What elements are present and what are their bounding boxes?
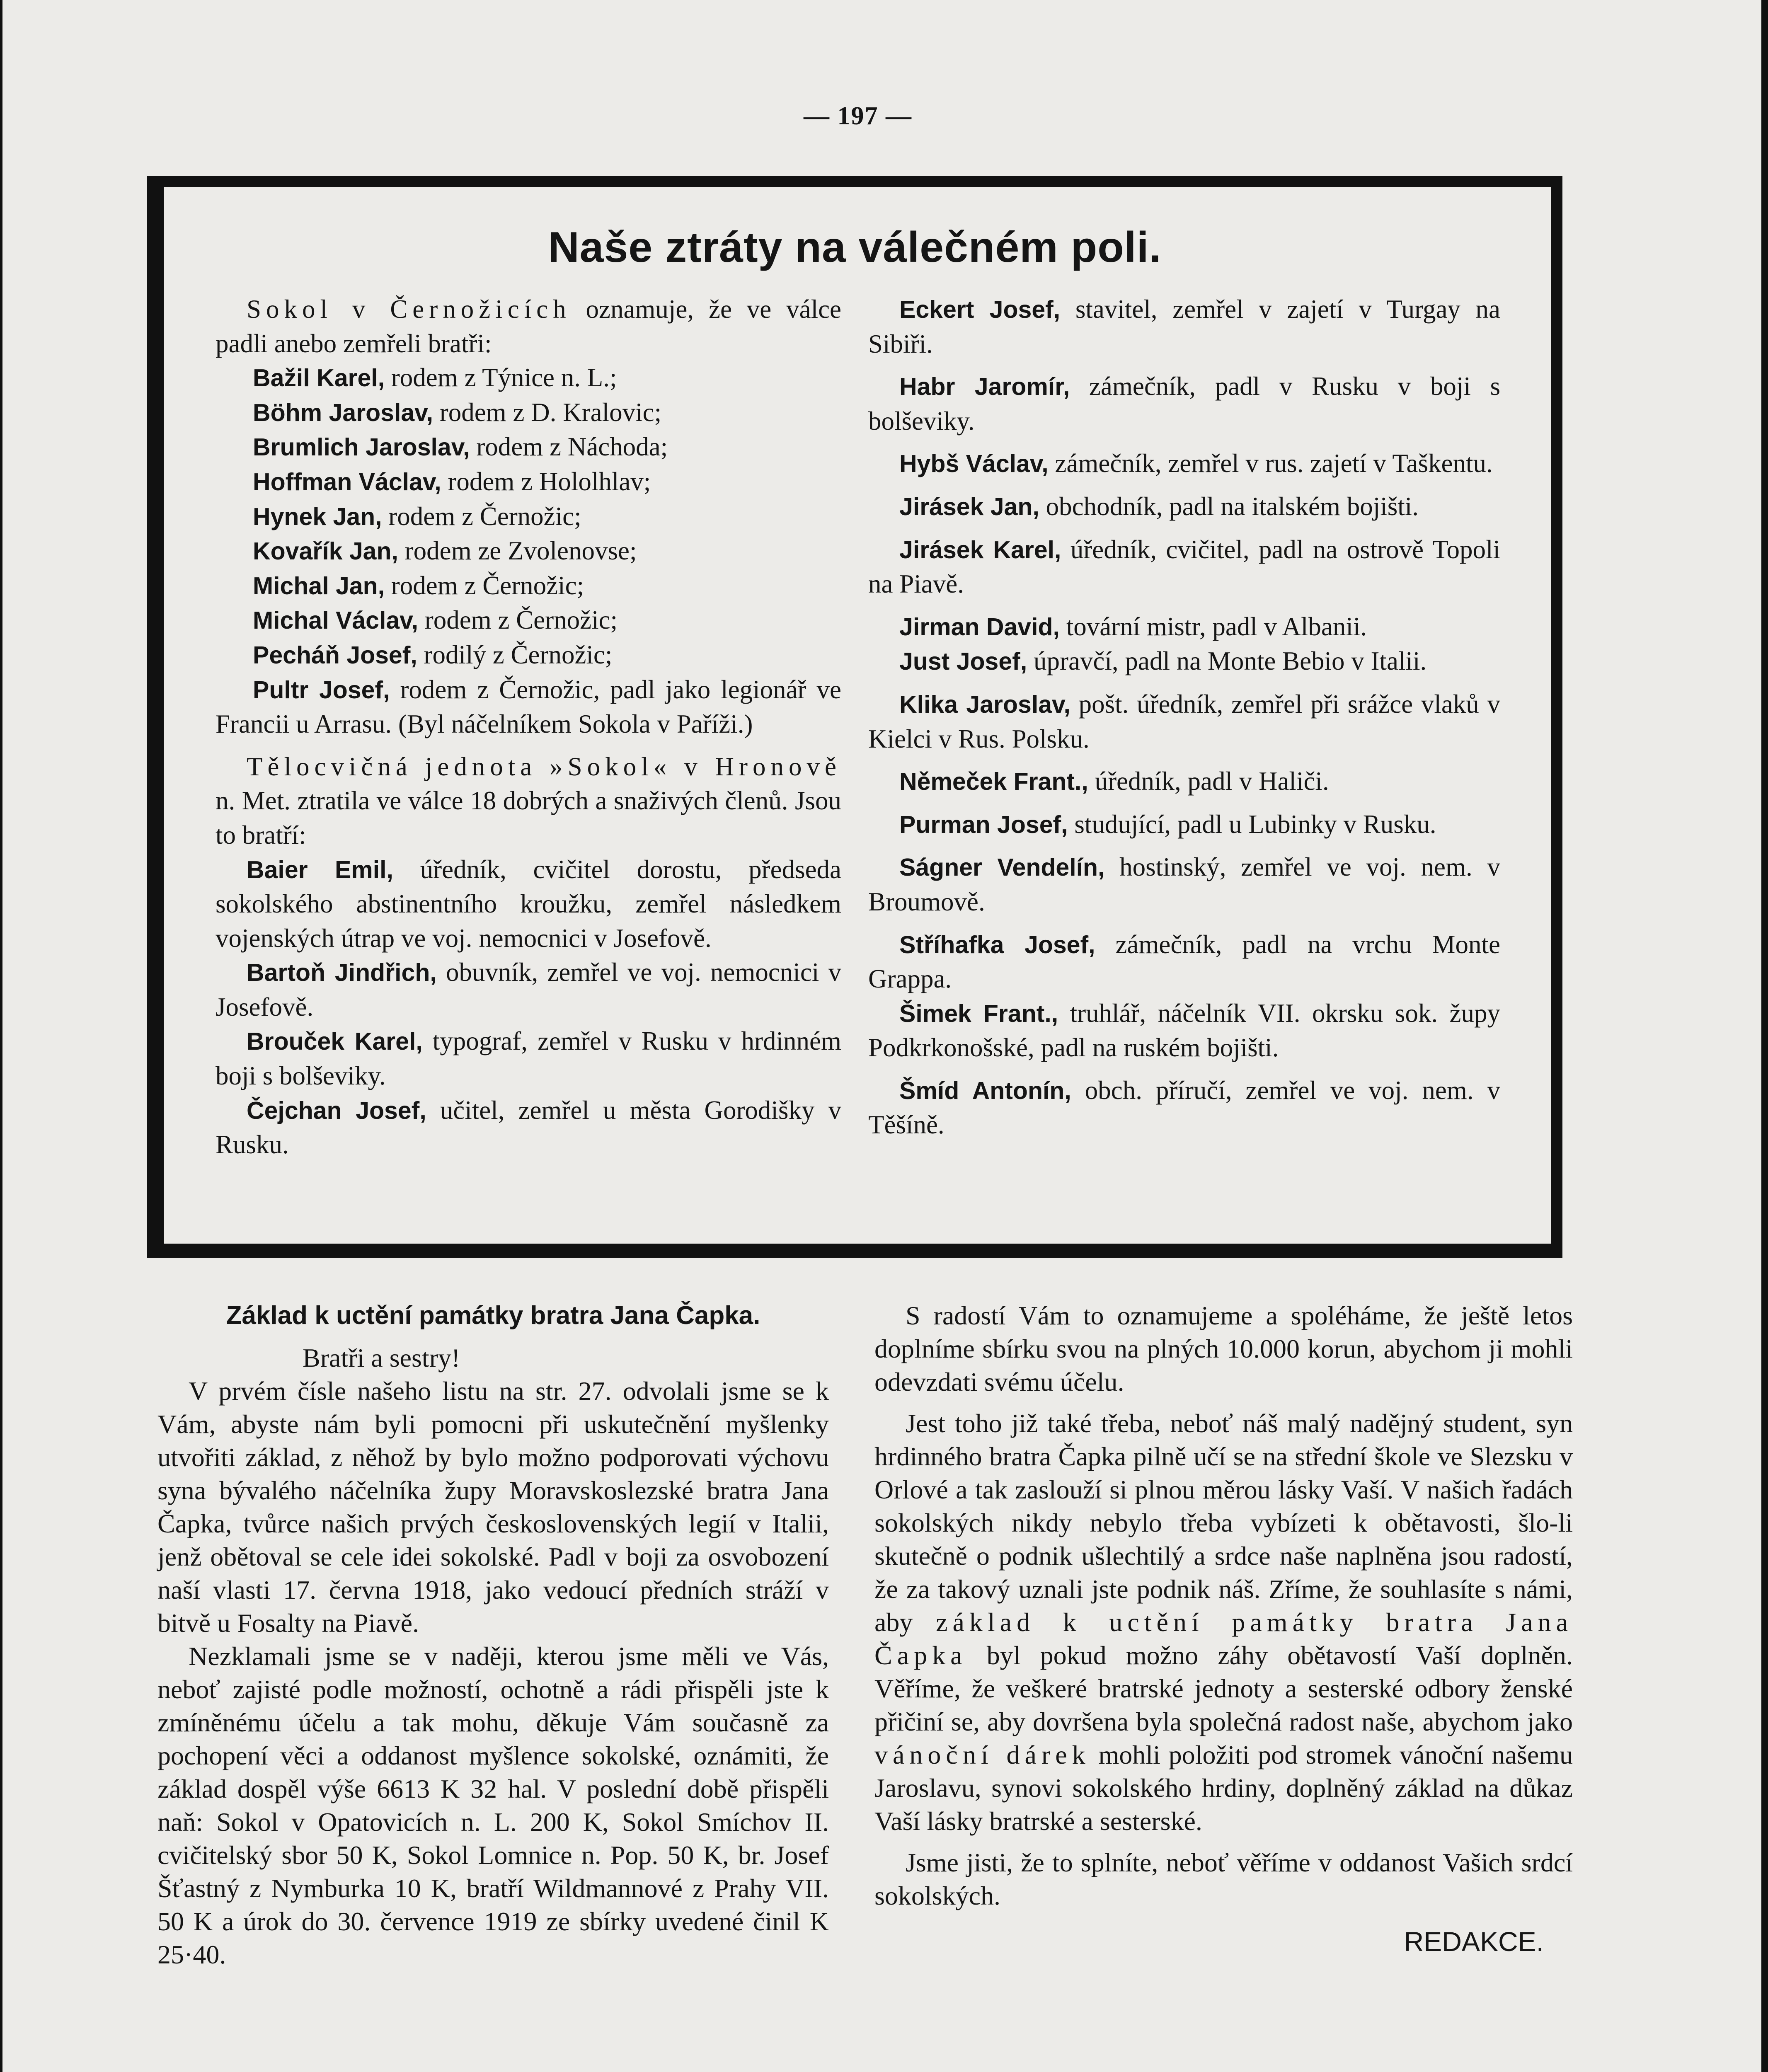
entry-name: Ságner Vendelín, (899, 854, 1105, 881)
memorial-entry (868, 610, 1500, 644)
memorial-entry (868, 489, 1500, 524)
intro-lead: Sokol v Černožicích (247, 295, 571, 324)
memorial-title: Naše ztráty na válečném poli. (548, 223, 1162, 271)
memorial-entry (216, 1093, 841, 1162)
entry-name: Michal Václav, (253, 607, 418, 634)
entry-text: rodem z D. Kralovic; (433, 397, 662, 427)
intro-text: n. Met. ztratila ve válce 18 dobrých a snaživých členů. Jsou to bratří: (216, 786, 841, 850)
memorial-entry (216, 430, 841, 465)
entry-text: hostinský, zemřel ve voj. nem. v Broumově. (868, 852, 1500, 916)
entry-name: Böhm Jaroslav, (253, 399, 434, 426)
entry-text: rodem z Týnice n. L.; (385, 363, 617, 392)
memorial-entry (868, 533, 1500, 601)
entry-name: Kovařík Jan, (253, 537, 398, 565)
intro-text: oznamuje, že ve válce padli anebo zemřeli bratři: (216, 295, 841, 358)
entry-name: Čejchan Josef, (247, 1097, 426, 1124)
spaced-phrase: základ k uctění památky bratra Jana Čapka (874, 1607, 1573, 1670)
article-paragraph: Nezklamali jsme se v naději, kterou jsme měli ve Vás, neboť zajisté podle možností, ochotně a rádi přispěli jste k zmíněnému účelu a tak mohu, děkuje Vám současně za pochopení věci a oddanost myšlence sokolské, oznámiti, že základ dospěl výše 6613 K 32 hal. V poslední době přispěli naň: Sokol v Opatovicích n. L. 200 K, Sokol Smíchov II. cvičitelský sbor 50 K, Sokol Lomnice n. Pop. 50 K, br. Josef Šťastný z Nymburka 10 K, bratří Wildmannové z Prahy VII. 50 K a úrok do 30. července 1919 ze sbírky uvedené činil K 25·40. (157, 1641, 829, 1969)
paragraph-text: Jest toho již také třeba, neboť náš malý nadějný student, syn hrdinného bratra Čapka pilně učí se na střední škole ve Slezsku v Orlové a tak zaslouží si plnou měrou lásky Vaší. V našich řadách sokolských nikdy nebylo třeba vybízeti k obětavosti, šlo-li skutečně o podnik ušlechtilý a srdce naše naplněna jsou radostí, že za takový uznali jste podnik náš. Zříme, že souhlasíte s námi, aby (874, 1409, 1573, 1637)
memorial-entry (216, 569, 841, 603)
entry-text: učitel, zemřel u města Gorodišky v Rusku. (216, 1095, 841, 1159)
intro-lead: Tělocvičná jednota »Sokol« v Hronově (247, 752, 841, 781)
entry-text: úpravčí, padl na Monte Bebio v Italii. (1027, 646, 1427, 676)
entry-text: úředník, cvičitel, padl na ostrově Topoli na Piavě. (868, 535, 1500, 599)
entry-text: rodilý z Černožic; (417, 640, 613, 669)
memorial-entry (216, 534, 841, 569)
memorial-entry (868, 369, 1500, 438)
memorial-entry (868, 996, 1500, 1065)
entry-name: Just Josef, (899, 648, 1027, 675)
memorial-left-column (216, 292, 841, 1162)
article-greeting: Bratři a sestry! (303, 1343, 460, 1372)
entry-text: zámečník, padl na vrchu Monte Grappa. (868, 929, 1500, 994)
memorial-intro (216, 750, 841, 852)
memorial-entry (868, 927, 1500, 996)
entry-text: rodem z Černožic; (385, 571, 584, 600)
entry-name: Hybš Václav, (899, 450, 1049, 478)
spaced-phrase: vánoční dárek (874, 1740, 1090, 1769)
entry-text: studující, padl u Lubinky v Rusku. (1068, 809, 1436, 839)
memorial-entry (216, 955, 841, 1024)
memorial-entry (868, 850, 1500, 919)
entry-text: zámečník, padl v Rusku v boji s bolševiky. (868, 372, 1500, 436)
article-paragraph: S radostí Vám to oznamujeme a spoléháme, že ještě letos doplníme sbírku svou na plných 10.000 korun, abychom ji mohli odevzdati svému účelu. (874, 1301, 1573, 1397)
entry-text: zámečník, zemřel v rus. zajetí v Taškentu. (1048, 449, 1493, 478)
memorial-right-column (868, 292, 1500, 1142)
entry-name: Brouček Karel, (247, 1028, 423, 1055)
entry-name: Baier Emil, (247, 856, 393, 884)
entry-name: Jirásek Karel, (899, 536, 1061, 564)
entry-text: rodem z Náchoda; (470, 432, 668, 462)
entry-text: rodem z Černožic; (382, 501, 581, 531)
memorial-entry (868, 292, 1500, 361)
entry-text: pošt. úředník, zemřel při srážce vlaků v Kielci v Rus. Polsku. (868, 689, 1500, 753)
article-title: Základ k uctění památky bratra Jana Čapka. (226, 1301, 760, 1330)
memorial-entry (216, 603, 841, 638)
entry-name: Hynek Jan, (253, 503, 382, 530)
entry-text: úředník, padl v Haliči. (1088, 767, 1329, 796)
entry-name: Bartoň Jindřich, (247, 959, 437, 987)
entry-name: Šmíd Antonín, (899, 1077, 1071, 1104)
entry-name: Habr Jaromír, (899, 373, 1070, 401)
memorial-entry (216, 361, 841, 395)
entry-text: obuvník, zemřel ve voj. nemocnici v Josefově. (216, 958, 841, 1021)
entry-text: rodem z Černožic; (418, 605, 618, 635)
memorial-entry (868, 807, 1500, 842)
memorial-entry (216, 395, 841, 430)
entry-text: rodem ze Zvolenovse; (398, 536, 637, 566)
entry-text: úředník, cvičitel dorostu, předseda sokolského abstinentního kroužku, zemřel následkem vojenských útrap ve voj. nemocnici v Josefově. (216, 854, 842, 953)
entry-text: obch. příručí, zemřel ve voj. nem. v Těšíně. (868, 1075, 1500, 1140)
entry-name: Šimek Frant., (899, 1000, 1058, 1027)
memorial-entry (868, 764, 1500, 799)
entry-name: Michal Jan, (253, 572, 385, 600)
article-signature: REDAKCE. (1404, 1926, 1544, 1957)
memorial-entry (868, 446, 1500, 481)
entry-text: tovární mistr, padl v Albanii. (1059, 612, 1367, 641)
article-paragraph: Jsme jisti, že to splníte, neboť věříme v oddanost Vašich srdcí sokolských. (874, 1848, 1573, 1910)
entry-text: rodem z Hololhlav; (441, 467, 651, 496)
entry-name: Eckert Josef, (899, 296, 1061, 323)
article-paragraph (874, 1407, 1573, 1838)
entry-name: Pecháň Josef, (253, 641, 417, 669)
page-number: — 197 — (804, 102, 912, 130)
entry-name: Němeček Frant., (899, 768, 1088, 796)
memorial-entry (216, 638, 841, 673)
memorial-entry (868, 644, 1500, 679)
memorial-entry (868, 687, 1500, 756)
entry-text: stavitel, zemřel v zajetí v Turgay na Sibiři. (868, 295, 1501, 358)
memorial-entry (216, 673, 841, 741)
entry-name: Klika Jaroslav, (899, 690, 1070, 718)
entry-name: Jirman David, (899, 613, 1060, 641)
entry-text: truhlář, náčelník VII. okrsku sok. župy Podkrkonošské, padl na ruském bojišti. (868, 998, 1500, 1063)
entry-name: Jirásek Jan, (899, 493, 1039, 520)
entry-name: Purman Josef, (899, 811, 1068, 838)
entry-text: typograf, zemřel v Rusku v hrdinném boji s bolševiky. (216, 1026, 841, 1091)
entry-name: Bažil Karel, (253, 364, 385, 392)
memorial-entry (216, 1024, 841, 1093)
memorial-entry (216, 499, 841, 534)
entry-text: rodem z Černožic, padl jako legionář ve Francii u Arrasu. (Byl náčelníkem Sokola v Paříži.) (216, 675, 841, 739)
article-right-column (874, 1299, 1573, 1958)
entry-name: Brumlich Jaroslav, (253, 433, 470, 461)
paragraph-text: mohli položiti pod stromek vánoční našemu Jaroslavu, synovi sokolského hrdiny, doplněný základ na důkaz Vaší lásky bratrské a sesterské. (874, 1740, 1573, 1836)
memorial-entry (216, 852, 841, 956)
memorial-entry (216, 465, 841, 499)
memorial-entry (868, 1073, 1500, 1142)
article-left-column (157, 1299, 829, 1971)
article-paragraph: V prvém čísle našeho listu na str. 27. odvolali jsme se k Vám, abyste nám byli pomocni při uskutečnění myšlenky utvořiti základ, z něhož by bylo možno podporovati výchovu syna bývalého náčelníka župy Moravskoslezské bratra Jana Čapka, tvůrce našich prvých československých legií v Italii, jenž obětoval se cele idei sokolské. Padl v boji za osvobození naší vlasti 17. června 1918, jako vedoucí předních stráží v bitvě u Fosalty na Piavě. (157, 1376, 829, 1638)
entry-name: Hoffman Václav, (253, 468, 441, 496)
memorial-intro (216, 292, 841, 361)
entry-name: Stříhafka Josef, (899, 931, 1095, 959)
paragraph-text: byl pokud možno záhy obětavostí Vaší doplněn. Věříme, že veškeré bratrské jednoty a sesterské odbory ženské přičiní se, aby dovršena byla společná radost naše, abychom jako (874, 1641, 1573, 1736)
entry-name: Pultr Josef, (253, 676, 390, 704)
entry-text: obchodník, padl na italském bojišti. (1039, 491, 1419, 521)
